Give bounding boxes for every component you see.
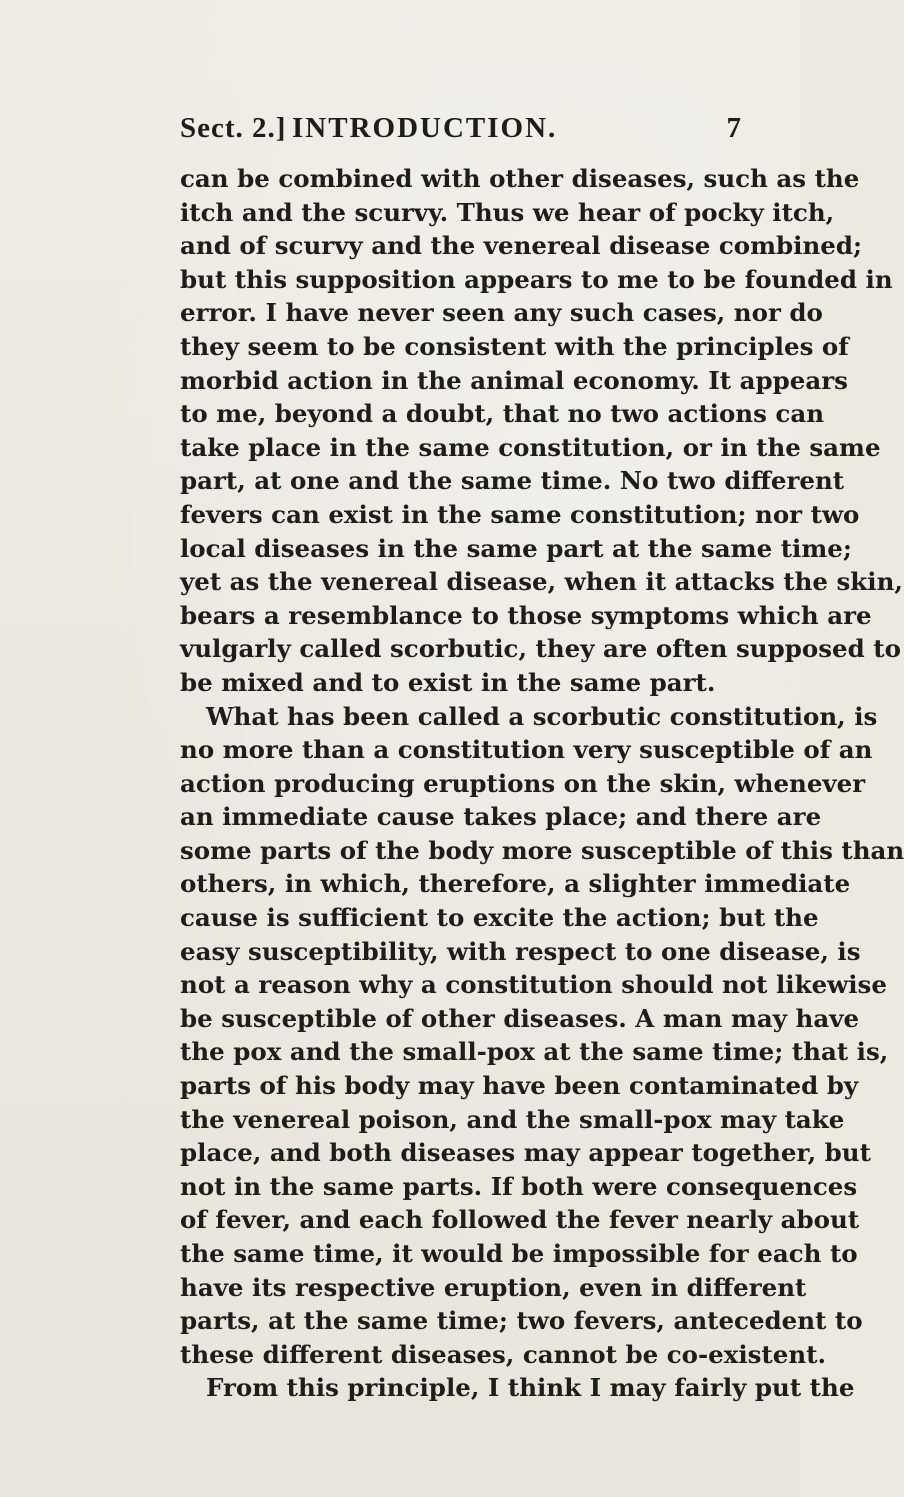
text-line: be mixed and to exist in the same part. [180,667,716,697]
text-line: and of scurvy and the venereal disease combined; [180,231,863,261]
text-line: From this principle, I think I may fairly put the [206,1373,855,1403]
section-label: Sect. 2.] [180,112,287,144]
text-line: have its respective eruption, even in different [180,1272,807,1302]
text-line: some parts of the body more susceptible of this than [180,835,904,865]
text-line: be susceptible of other diseases. A man may have [180,1003,860,1033]
text-line: of fever, and each followed the fever nearly about [180,1205,860,1235]
running-head [180,112,740,156]
text-line: take place in the same constitution, or in the same [180,432,881,462]
text-line: no more than a constitution very susceptible of an [180,735,873,765]
text-line: can be combined with other diseases, such as the [180,164,860,193]
text-line: they seem to be consistent with the principles of [180,331,849,361]
body-text [180,162,904,1405]
text-line: parts, at the same time; two fevers, antecedent to [180,1306,863,1336]
text-line: yet as the venereal disease, when it attacks the skin, [180,567,903,597]
text-line: itch and the scurvy. Thus we hear of pocky itch, [180,197,835,227]
text-line: error. I have never seen any such cases, nor do [180,298,823,328]
text-line: part, at one and the same time. No two different [180,466,845,496]
text-line: the same time, it would be impossible for each to [180,1239,858,1268]
text-line: but this supposition appears to me to be founded in [180,264,893,294]
text-line: fevers can exist in the same constitution; nor two [180,499,860,529]
text-line: place, and both diseases may appear together, but [180,1138,871,1168]
text-line: not in the same parts. If both were consequences [180,1171,858,1201]
text-line: vulgarly called scorbutic, they are often supposed to [180,634,901,664]
text-line: others, in which, therefore, a slighter immediate [180,869,851,899]
text-line: morbid action in the animal economy. It appears [180,365,848,395]
text-line: to me, beyond a doubt, that no two actions can [180,399,825,429]
text-line: What has been called a scorbutic constitution, is [206,701,878,731]
text-line: easy susceptibility, with respect to one disease, is [180,936,861,966]
text-line: these different diseases, cannot be co-existent. [180,1339,826,1369]
text-line: the venereal poison, and the small-pox may take [180,1104,845,1134]
text-line: parts of his body may have been contaminated by [180,1071,859,1101]
text-line: cause is sufficient to excite the action; but the [180,903,819,933]
page-number: 7 [726,112,742,144]
chapter-title: INTRODUCTION. [292,112,558,144]
text-line: bears a resemblance to those symptoms which are [180,600,872,630]
text-line: action producing eruptions on the skin, whenever [180,768,866,798]
text-line: an immediate cause takes place; and there are [180,802,822,832]
text-line: local diseases in the same part at the same time; [180,533,852,563]
text-line: the pox and the small-pox at the same time; that is, [180,1037,889,1067]
text-line: not a reason why a constitution should not likewise [180,970,887,1000]
